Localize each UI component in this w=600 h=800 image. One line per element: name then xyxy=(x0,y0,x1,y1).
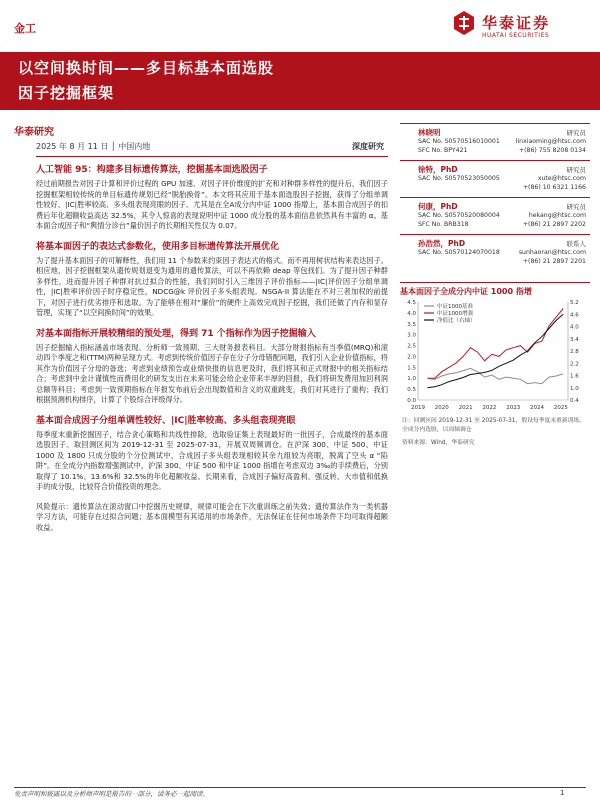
section-paragraph: 每季度末重新挖掘因子，结合贪心策略和共线性排除，选取验证集上表现最好的一批因子，合成最终的基本面选股因子。取回测区间为 2019-12-31 至 2025-07-31，开展双周频调仓。在沪深 300、中证 500、中证 1000 及 1800 只成分股的个分位测试中，合成因子多头组表现相较其余九组较为亮眼，脱离了空头 α “陷阱”。在全成分内指数增强测试中，沪深 300、中证 500 和中证 1000 指增在考虑双边 3‰的手续费后，分别取得了 10.1%、13.6%和 32.5%的年化超额收益。长期来看，合成因子偏好高盈利、强反转、大市值和低换手的成分股，比较符合价值投资的理念。 xyxy=(36,429,388,491)
analyst-email[interactable]: linxiaoming@htsc.com xyxy=(515,138,586,145)
y-right-tick-label: 5.2 xyxy=(570,300,579,306)
y-right-tick-label: 0.4 xyxy=(570,398,579,404)
analyst-card xyxy=(400,197,590,234)
x-tick-label: 2023 xyxy=(506,405,521,411)
y-left-tick-label: 3.5 xyxy=(407,321,416,328)
report-title-line1: 以空间换时间——多目标基本面选股 xyxy=(18,59,275,77)
analyst-phone: +(86) 10 6321 1166 xyxy=(522,184,586,191)
analyst-name: 何康，PhD xyxy=(418,202,458,211)
x-tick-label: 2020 xyxy=(434,405,449,411)
y-right-tick-label: 3.4 xyxy=(570,336,579,343)
logo-text-cn: 华泰证券 xyxy=(482,14,551,32)
y-left-tick-label: 4.5 xyxy=(407,300,416,306)
y-right-tick-label: 4.0 xyxy=(570,324,579,331)
analyst-role: 联系人 xyxy=(566,240,586,248)
analyst-role: 研究员 xyxy=(566,166,586,174)
analyst-email[interactable]: xute@htsc.com xyxy=(537,175,586,182)
analyst-phone: +(86) 21 2897 2202 xyxy=(522,221,586,228)
analyst-sac: SAC No. S0570523050005 xyxy=(418,175,500,182)
analyst-sac: SAC No. S0570124070018 xyxy=(418,249,500,256)
section-paragraph: 经过前期报告对因子计算和评价过程的 GPU 加速、对因子评价维度的扩充和对种群多样性的提升后，我们因子挖掘框架相较传统的单目标遗传规划已经“脱胎换骨”。本文将其应用于基本面选股因子挖掘，获得了分组单调性较好、|IC|胜率较高、多头组表现亮眼的因子。尤其是在全A成分内中证 1000 指增上，基本面合成因子的扣费后年化超额收益高达 32.5%，其令人惊喜的表现说明中证 1000 成分股的基本面信息依然具有丰富的 α。基本面合成因子和“舆情分诊台”量价因子的长期相关性仅为 0.07。 xyxy=(36,179,388,230)
performance-chart xyxy=(400,296,590,414)
analyst-list xyxy=(400,123,590,271)
x-tick-label: 2022 xyxy=(482,405,497,411)
analyst-role: 研究员 xyxy=(566,129,586,137)
y-right-tick-label: 4.6 xyxy=(570,312,579,319)
section-paragraph: 因子挖掘输入指标涵盖市场表现、分析师一致预期、三大财务报表科目。大部分财报指标有当季值(MRQ)和滚动四个季度之和(TTM)两种呈现方式。考虑到传统价值因子存在分子分母错配问题，我们引入企业价值指标，将其作为价值因子分母的备选；考虑到业绩预告或业绩快报的信息更及时，我们将其和正式财报中的相关指标结合；考虑到中金计谨慎性而费用化的研发支出在未来可能会给企业带来丰厚的回报，我们将研发费用加回利润总额等科目；考虑到一致预期指标在年报发布前后会出现数值和含义的双重跳变，我们对其进行了重构；我们根据预测机构排序，计算了个股综合评级得分。 xyxy=(36,342,388,404)
y-right-tick-label: 2.8 xyxy=(570,349,579,355)
section-heading: 人工智能 95：构建多目标遗传算法，挖掘基本面选股因子 xyxy=(36,165,268,175)
analyst-sac: SAC No. S0570520080004 xyxy=(418,212,500,219)
y-left-tick-label: 0.0 xyxy=(407,398,416,404)
series-line xyxy=(428,368,564,383)
section-tag: 金工 xyxy=(14,22,36,35)
analyst-name: 林晓明 xyxy=(418,128,441,137)
legend-label: 净值比（右轴） xyxy=(437,318,476,324)
analyst-card xyxy=(400,160,590,197)
y-left-tick-label: 1.5 xyxy=(407,365,416,372)
logo-text-en: HUATAI SECURITIES xyxy=(482,32,550,39)
report-title-line2: 因子挖掘框架 xyxy=(18,84,115,102)
y-right-tick-label: 1.0 xyxy=(570,385,579,392)
analyst-card xyxy=(400,123,590,160)
report-category: 深度研究 xyxy=(352,142,384,151)
top-bar xyxy=(0,0,600,52)
main-content xyxy=(36,161,388,533)
footer-divider xyxy=(14,787,586,788)
legend-label: 中证1000基准 xyxy=(437,304,473,310)
y-left-tick-label: 4.0 xyxy=(407,310,416,317)
analyst-sac: SAC No. S0570516010001 xyxy=(418,138,500,145)
analyst-phone: +(86) 21 2897 2201 xyxy=(522,258,586,265)
analyst-name: 孙浩然，PhD xyxy=(418,239,466,248)
page-number: 1 xyxy=(560,789,565,797)
date-divider xyxy=(36,156,388,157)
analyst-role: 研究员 xyxy=(566,203,586,211)
analyst-name: 徐特，PhD xyxy=(418,165,458,174)
chart-note: 注：回测区间 2019-12-31 至 2025-07-31，假设每季度末重新训练、全成分内选股，以周频调仓 xyxy=(402,418,586,433)
x-tick-label: 2021 xyxy=(458,405,473,411)
company-logo xyxy=(452,8,592,44)
y-left-tick-label: 2.0 xyxy=(407,354,416,361)
analyst-sfc: SFC No. BRB318 xyxy=(418,221,469,228)
analyst-card xyxy=(400,234,590,271)
risk-warning: 风险提示：遗传算法在滚动窗口中挖掘历史规律，规律可能会在下次重训练之前失效；遗传算法作为一类机器学习方法，可能存在过拟合问题；基本面模型有其适用的市场条件，无法保证在任何市场条件下均可取得超额收益。 xyxy=(36,501,388,532)
section-paragraph: 为了提升基本面因子的可解释性，我们用 11 个参数来约束因子表达式的格式。而不再用树状结构来表达因子。相应地，因子挖掘框架从遗传规划退变为通用的遗传算法，可以不再依赖 deap 等包找们。为了提升因子种群多样性，进而提升因子种群对抗过拟合的性能，我们同时引入三维因子评价指标——|IC|评价因子分组单调性，|IC|胜率评价因子时序稳定性，NDCG@k 评价因子多头组表现。NSGA-II 算法能在不对三者加权的前提下，对因子进行优劣排序和选取。为了能够在相对“廉价”的硬件上高效完成因子挖掘，我们还做了内存和显存管理，实现了“以空间换时间”的效果。 xyxy=(36,255,388,317)
y-left-tick-label: 3.0 xyxy=(407,332,416,339)
footer-disclaimer: 免责声明和披露以及分析师声明是报告的一部分，请务必一起阅读。 xyxy=(14,790,209,798)
logo-icon xyxy=(452,10,476,36)
chart-source: 资料来源：Wind，华泰研究 xyxy=(402,440,475,446)
report-date: 2025 年 8 月 11 日 │ 中国内地 xyxy=(36,142,151,151)
analyst-email[interactable]: hekang@htsc.com xyxy=(528,212,586,219)
y-right-tick-label: 1.6 xyxy=(570,373,579,380)
y-left-tick-label: 1.0 xyxy=(407,376,416,383)
section-heading: 基本面合成因子分组单调性较好、|IC|胜率较高、多头组表现亮眼 xyxy=(36,415,296,426)
analyst-phone: +(86) 755 8208 0134 xyxy=(518,147,586,154)
y-right-tick-label: 2.2 xyxy=(570,361,579,368)
section-heading: 将基本面因子的表达式参数化，使用多目标遗传算法开展优化 xyxy=(36,241,280,252)
title-banner xyxy=(0,52,600,110)
y-left-tick-label: 0.5 xyxy=(407,387,416,394)
legend-label: 中证1000增强 xyxy=(437,311,473,317)
section-heading: 对基本面指标开展较精细的预处理，得到 71 个指标作为因子挖掘输入 xyxy=(36,328,316,339)
analyst-email[interactable]: sunhaoran@htsc.com xyxy=(518,249,586,256)
x-tick-label: 2024 xyxy=(530,405,545,411)
y-left-tick-label: 2.5 xyxy=(407,343,416,350)
x-tick-label: 2025 xyxy=(553,405,568,411)
x-tick-label: 2019 xyxy=(411,405,425,411)
analyst-sfc: SFC No. BPY421 xyxy=(418,147,468,154)
report-type: 华泰研究 xyxy=(14,127,54,138)
chart-title: 基本面因子全成分内中证 1000 指增 xyxy=(400,282,590,297)
